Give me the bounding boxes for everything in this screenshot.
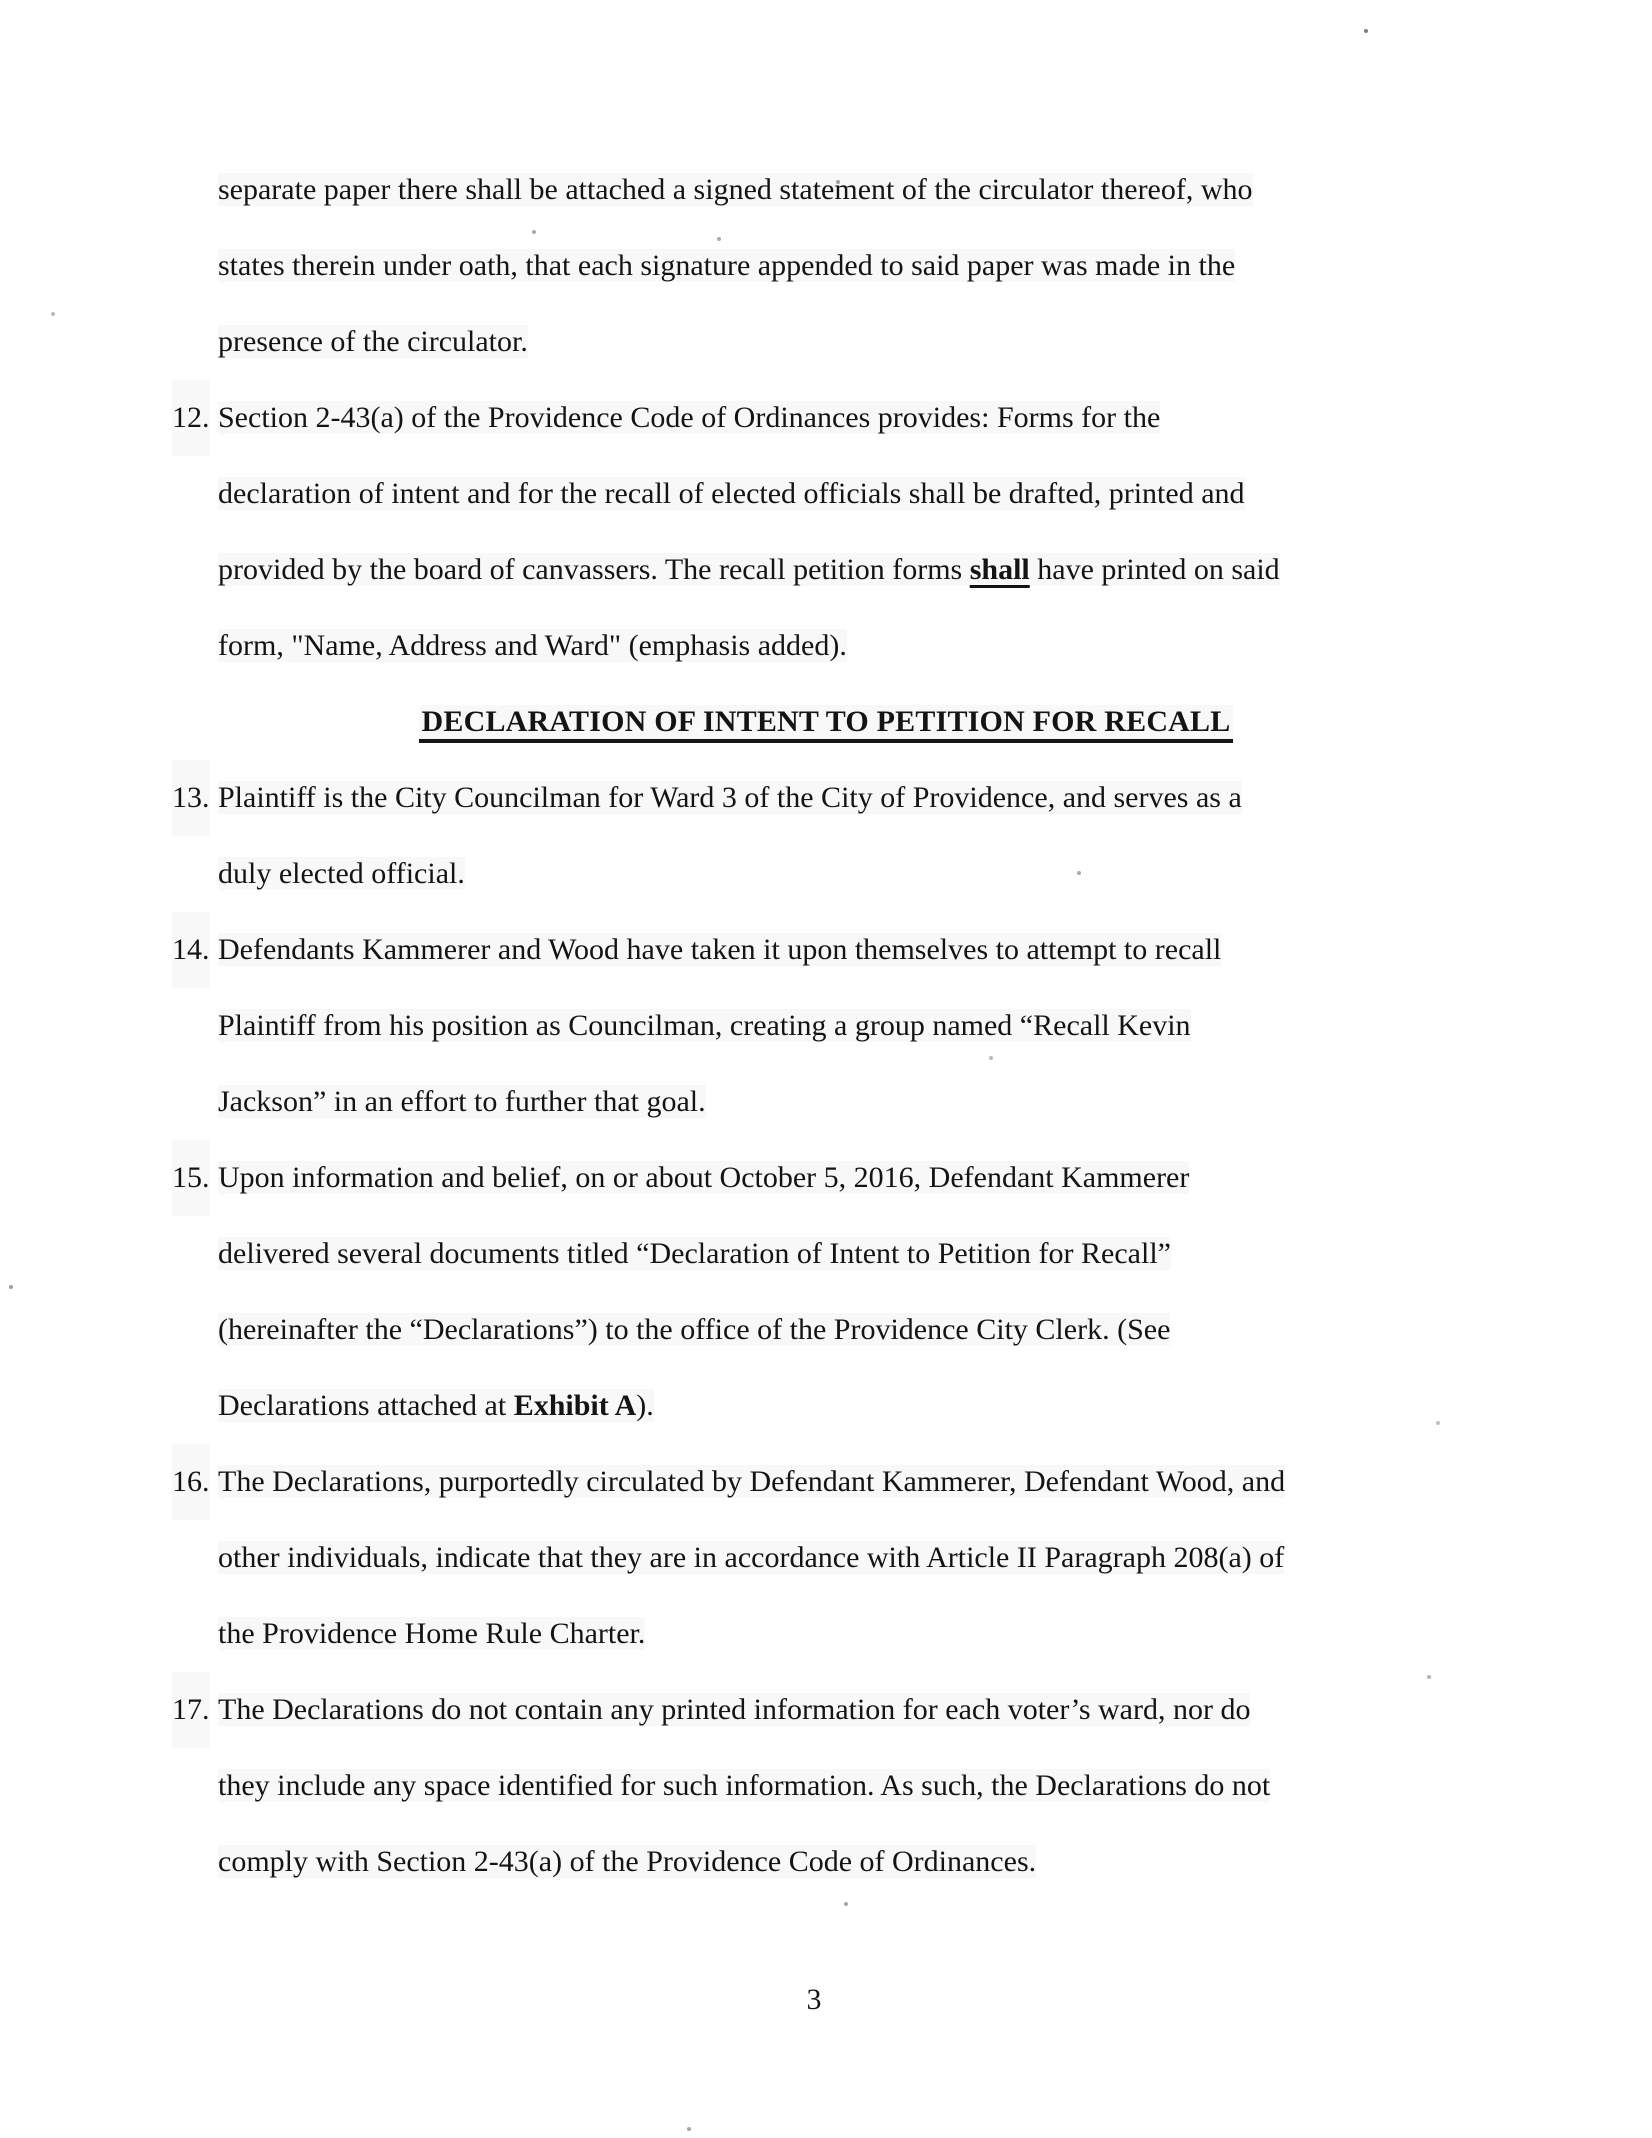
section-heading-text: DECLARATION OF INTENT TO PETITION FOR RECALL (419, 705, 1234, 743)
line-text: declaration of intent and for the recall of elected officials shall be drafted, printed and (218, 477, 1245, 510)
section-heading (0, 684, 1652, 760)
paragraph-number: 14. (172, 912, 210, 988)
paragraph-15-line (0, 1292, 1652, 1368)
line-text: Defendants Kammerer and Wood have taken it upon themselves to attempt to recall (218, 933, 1222, 966)
paragraph-number: 12. (172, 380, 210, 456)
paragraph-number: 13. (172, 760, 210, 836)
line-text: Jackson” in an effort to further that goal. (218, 1085, 706, 1118)
paragraph-12-line (0, 532, 1652, 608)
paragraph-14-line (0, 1064, 1652, 1140)
continuation-line (0, 228, 1652, 304)
line-text: Upon information and belief, on or about October 5, 2016, Defendant Kammerer (218, 1161, 1190, 1194)
paragraph-17-line (0, 1748, 1652, 1824)
line-text: comply with Section 2-43(a) of the Providence Code of Ordinances. (218, 1845, 1037, 1878)
line-text: other individuals, indicate that they are in accordance with Article II Paragraph 208(a) of (218, 1541, 1285, 1574)
document-body (0, 152, 1652, 1900)
paragraph-15-line (0, 1140, 1652, 1216)
page-number: 3 (806, 1983, 822, 2016)
paragraph-14-line (0, 988, 1652, 1064)
line-text: they include any space identified for such information. As such, the Declarations do not (218, 1769, 1271, 1802)
line-text: The Declarations do not contain any printed information for each voter’s ward, nor do (218, 1693, 1251, 1726)
paragraph-number: 16. (172, 1444, 210, 1520)
paragraph-15-line (0, 1368, 1652, 1444)
paragraph-16-line (0, 1596, 1652, 1672)
paragraph-17-line (0, 1672, 1652, 1748)
line-text: provided by the board of canvassers. The recall petition forms shall have printed on said (218, 553, 1280, 586)
line-text: presence of the circulator. (218, 325, 528, 358)
line-text: duly elected official. (218, 857, 465, 890)
continuation-line (0, 152, 1652, 228)
line-text: Section 2-43(a) of the Providence Code of Ordinances provides: Forms for the (218, 401, 1161, 434)
line-text: (hereinafter the “Declarations”) to the office of the Providence City Clerk. (See (218, 1313, 1171, 1346)
line-text: delivered several documents titled “Declaration of Intent to Petition for Recall” (218, 1237, 1171, 1270)
paragraph-12-line (0, 380, 1652, 456)
paragraph-17-line (0, 1824, 1652, 1900)
paragraph-16-line (0, 1444, 1652, 1520)
paragraph-16-line (0, 1520, 1652, 1596)
line-text: The Declarations, purportedly circulated by Defendant Kammerer, Defendant Wood, and (218, 1465, 1286, 1498)
paragraph-12-line (0, 456, 1652, 532)
line-text: separate paper there shall be attached a signed statement of the circulator thereof, who (218, 173, 1253, 206)
paragraph-13-line (0, 760, 1652, 836)
line-text: Plaintiff is the City Councilman for Ward 3 of the City of Providence, and serves as a (218, 781, 1242, 814)
paragraph-15-line (0, 1216, 1652, 1292)
line-text: form, "Name, Address and Ward" (emphasis added). (218, 629, 847, 662)
paragraph-number: 15. (172, 1140, 210, 1216)
paragraph-14-line (0, 912, 1652, 988)
scan-speck (0, 0, 2, 2)
line-text: Declarations attached at Exhibit A). (218, 1389, 654, 1422)
paragraph-13-line (0, 836, 1652, 912)
continuation-line (0, 304, 1652, 380)
line-text: states therein under oath, that each signature appended to said paper was made in the (218, 249, 1236, 282)
line-text: the Providence Home Rule Charter. (218, 1617, 646, 1650)
line-text: Plaintiff from his position as Councilman, creating a group named “Recall Kevin (218, 1009, 1191, 1042)
paragraph-number: 17. (172, 1672, 210, 1748)
paragraph-12-line (0, 608, 1652, 684)
